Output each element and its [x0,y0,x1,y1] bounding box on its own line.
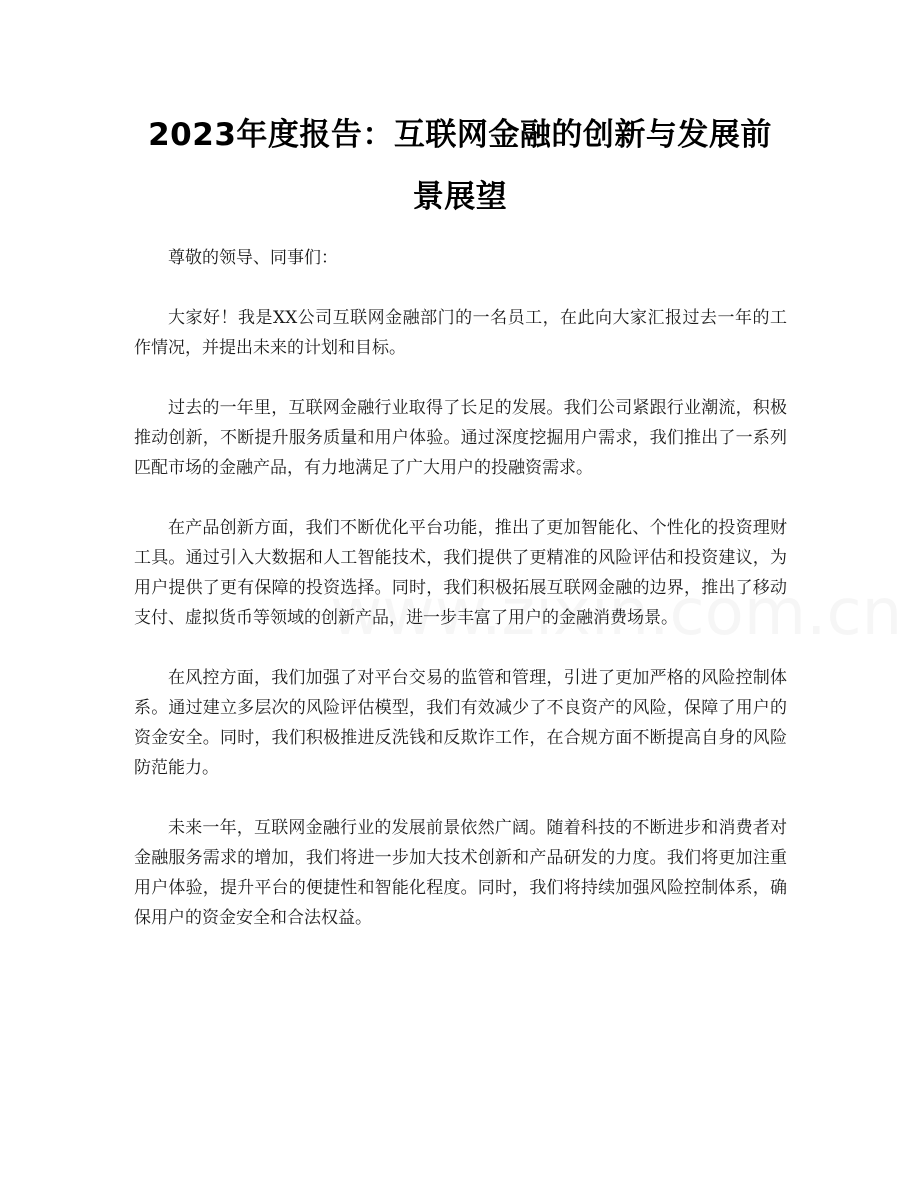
paragraph-future-outlook: 未来一年，互联网金融行业的发展前景依然广阔。随着科技的不断进步和消费者对金融服务需求的增加，我们将进一步加大技术创新和产品研发的力度。我们将更加注重用户体验，提升平台的便捷性和智能化程度。同时，我们将持续加强风险控制体系，确保用户的资金安全和合法权益。 [134,818,787,928]
document-title: 2023年度报告：互联网金融的创新与发展前景展望 [148,117,772,215]
paragraph-past-year: 过去的一年里，互联网金融行业取得了长足的发展。我们公司紧跟行业潮流，积极推动创新，不断提升服务质量和用户体验。通过深度挖掘用户需求，我们推出了一系列匹配市场的金融产品，有力地满足了广大用户的投融资需求。 [134,398,787,478]
paragraph-risk-control: 在风控方面，我们加强了对平台交易的监管和管理，引进了更加严格的风险控制体系。通过建立多层次的风险评估模型，我们有效减少了不良资产的风险，保障了用户的资金安全。同时，我们积极推进反洗钱和反欺诈工作，在合规方面不断提高自身的风险防范能力。 [134,668,787,778]
paragraph-introduction: 大家好！我是XX公司互联网金融部门的一名员工，在此向大家汇报过去一年的工作情况，并提出未来的计划和目标。 [134,308,787,358]
paragraph-salutation: 尊敬的领导、同事们： [168,248,338,268]
document-body [134,243,787,963]
paragraph-product-innovation: 在产品创新方面，我们不断优化平台功能，推出了更加智能化、个性化的投资理财工具。通过引入大数据和人工智能技术，我们提供了更精准的风险评估和投资建议，为用户提供了更有保障的投资选择。同时，我们积极拓展互联网金融的边界，推出了移动支付、虚拟货币等领域的创新产品，进一步丰富了用户的金融消费场景。 [134,518,787,628]
